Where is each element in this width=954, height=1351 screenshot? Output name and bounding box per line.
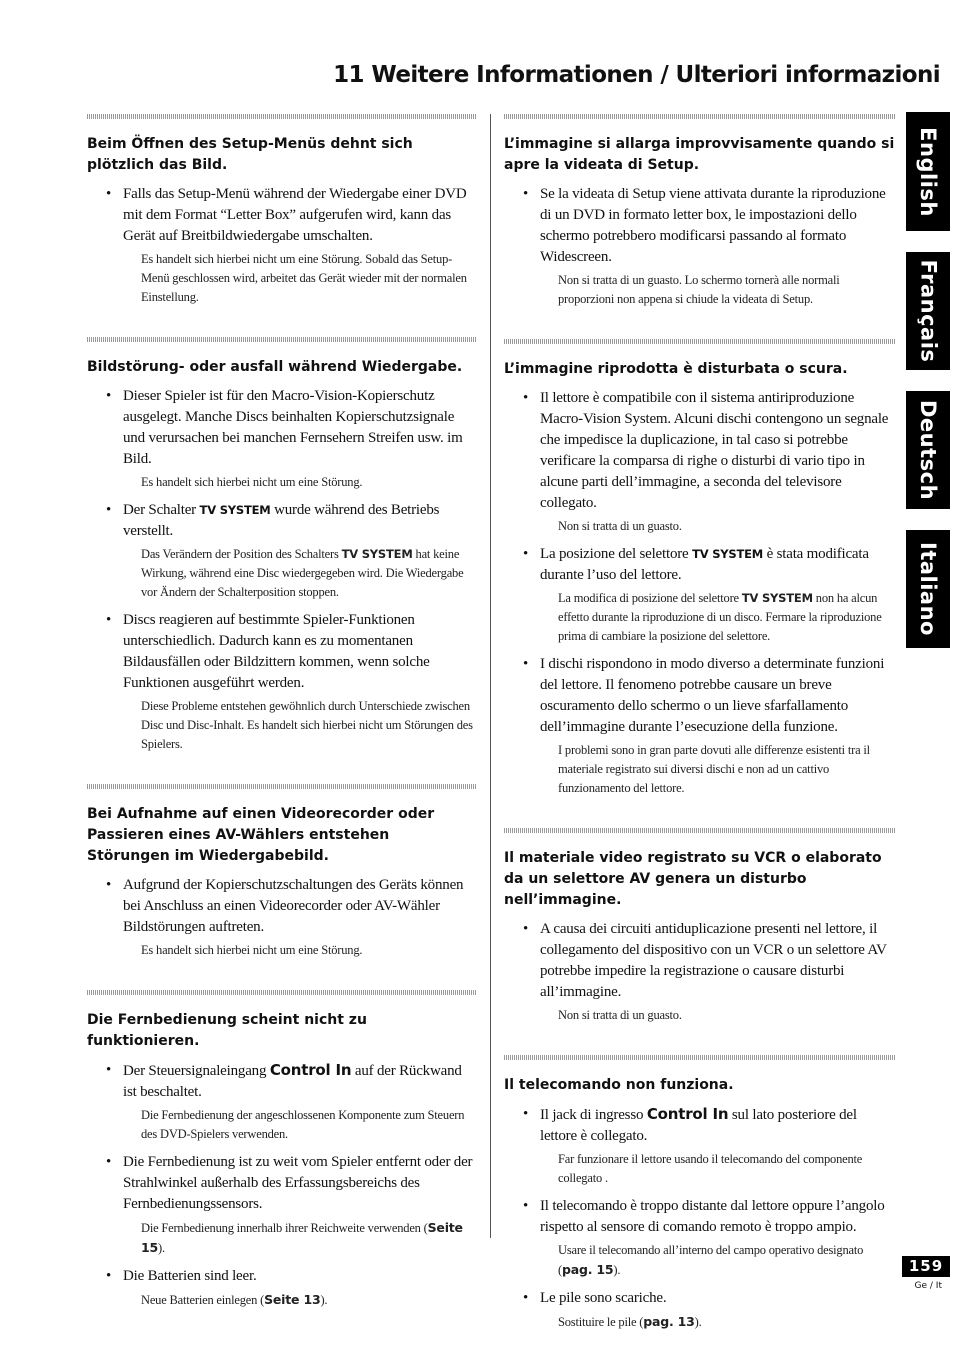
bullet-icon: • [106,1268,112,1284]
text-fragment: Der Schalter [123,502,196,518]
item-text: Falls das Setup-Menü während der Wiedergabe einer DVD mit dem Format “Letter Box” aufgerufen wird, kann das Gerät auf Breitbildwiedergabe umschalten. [123,186,467,244]
section-vcr-recording-de [87,784,476,960]
bullet-icon: • [523,1198,529,1214]
item-text: Il lettore è compatibile con il sistema antiriproduzione Macro-Vision System. Alcuni dischi contengono un segnale che impedisce la duplicazione, in tal caso si potrebbe verificare la comparsa di righe o disturbi di vario tipo in alcune parti dell’immagine, a seconda del televisore collegato. [540,390,889,511]
section-title: Il materiale video registrato su VCR o elaborato da un selettore AV genera un disturbo nell’immagine. [504,850,882,908]
text-fragment: ). [613,1263,621,1277]
text-fragment: Neue Batterien einlegen ( [141,1293,265,1307]
section-separator [504,339,896,344]
section-separator [504,1055,896,1060]
list-item [87,1060,476,1144]
german-column [87,114,476,1318]
text-fragment: La posizione del selettore [540,546,689,562]
item-note: Es handelt sich hierbei nicht um eine Störung. [141,475,363,489]
item-text: Discs reagieren auf bestimmte Spieler-Funktionen unterschiedlich. Dadurch kann es zu momentanen Bildausfällen oder Bildzittern kommen, wenn solche Funktionen ausgeführt werden. [123,612,430,691]
language-tab-deutsch[interactable] [906,391,950,509]
item-text [540,1104,896,1147]
text-fragment: wurde während des Betriebs verstellt. [123,502,440,539]
item-note: Non si tratta di un guasto. [558,519,682,533]
language-tab-label: Français [916,259,941,363]
list-item [504,1104,896,1188]
section-title: Bei Aufnahme auf einen Videorecorder oder Passieren eines AV-Wählers entstehen Störungen im Wiedergabebild. [87,806,435,864]
control-in-label: Control In [269,1061,352,1079]
item-text [123,500,476,542]
section-picture-noise-it [504,339,896,798]
item-text: Dieser Spieler ist für den Macro-Vision-Kopierschutz ausgelegt. Manche Discs beinhalten Kopierschutzsignale und verursachen bei manchen Fernsehern Streifen usw. im Bild. [123,388,463,467]
item-note [558,1241,896,1280]
text-fragment: Die Fernbedienung innerhalb ihrer Reichweite verwenden ( [141,1221,428,1235]
bullet-icon: • [523,390,529,406]
section-title: L’immagine riprodotta è disturbata o scura. [504,361,848,377]
section-remote-control-de [87,990,476,1310]
control-in-label: Control In [646,1105,729,1123]
language-code: Ge / It [914,1281,942,1291]
section-title: Il telecomando non funziona. [504,1077,734,1093]
language-tab-label: English [916,126,940,217]
item-text: A causa dei circuiti antiduplicazione presenti nel lettore, il collegamento del dispositivo con un VCR o un selettore AV potrebbe impedire la registrazione o causare disturbi all’immagine. [540,921,887,1000]
list-item [504,654,896,798]
item-text: Se la videata di Setup viene attivata durante la riproduzione di un DVD in formato letter box, le impostazioni dello schermo potrebbero modificarsi passando al formato Widescreen. [540,186,886,265]
item-note [558,1312,896,1332]
item-note: Non si tratta di un guasto. Lo schermo tornerà alle normali proporzioni non appena si chiude la videata di Setup. [558,273,840,306]
section-title: L’immagine si allarga improvvisamente quando si apre la videata di Setup. [504,136,895,173]
list-item [87,184,476,307]
item-text: Die Batterien sind leer. [123,1268,257,1284]
text-fragment: ). [320,1293,328,1307]
bullet-icon: • [106,1062,112,1078]
text-fragment: Sostituire le pile ( [558,1315,644,1329]
item-note: Diese Probleme entstehen gewöhnlich durch Unterschiede zwischen Disc und Disc-Inhalt. Es handelt sich hierbei nicht um Störungen des Spielers. [141,699,473,751]
bullet-icon: • [523,546,529,562]
item-text: Aufgrund der Kopierschutzschaltungen des Geräts können bei Anschluss an einen Videorecorder oder AV-Wähler Bildstörungen auftreten. [123,877,464,935]
bullet-icon: • [106,502,112,518]
item-note: Es handelt sich hierbei nicht um eine Störung. Sobald das Setup-Menü geschlossen wird, arbeitet das Gerät wieder mit der normalen Einstellung. [141,252,467,304]
text-fragment: La modifica di posizione del selettore [558,591,739,605]
bullet-icon: • [523,921,529,937]
tv-system-switch-label: TV SYSTEM [692,547,764,561]
page-number: 159 [902,1256,950,1277]
section-separator [87,114,476,119]
page-reference: Seite 15 [141,1220,463,1255]
item-note: Die Fernbedienung der angeschlossenen Komponente zum Steuern des DVD-Spielers verwenden. [141,1108,465,1141]
bullet-icon: • [523,1290,529,1306]
list-item [87,500,476,602]
bullet-icon: • [106,1154,112,1170]
item-text: Le pile sono scariche. [540,1290,667,1306]
bullet-icon: • [523,186,529,202]
list-item [87,610,476,754]
bullet-icon: • [523,656,529,672]
item-text: I dischi rispondono in modo diverso a determinate funzioni del lettore. Il fenomeno potrebbe causare un breve oscuramento dello schermo o un lieve sfarfallamento dell’immagine durante l’esecuzione della funzione. [540,656,885,735]
text-fragment: non ha alcun effetto durante la riproduzione di un disco. Fermare la riproduzione prima di cambiare la posizione del selettore. [558,591,882,643]
text-fragment: sul lato posteriore del lettore è collegato. [540,1107,857,1144]
item-text: Die Fernbedienung ist zu weit vom Spieler entfernt oder der Strahlwinkel außerhalb des Erfassungsbereichs des Fernbedienungssensors. [123,1154,473,1212]
page-reference: pag. 13 [643,1314,695,1329]
item-note: Non si tratta di un guasto. [558,1008,682,1022]
bullet-icon: • [523,1106,529,1122]
list-item [87,386,476,492]
section-title: Bildstörung- oder ausfall während Wiedergabe. [87,359,463,375]
list-item [504,1196,896,1280]
section-setup-menu-de [87,114,476,307]
page-reference: Seite 13 [264,1292,321,1307]
item-note: Es handelt sich hierbei nicht um eine Störung. [141,943,363,957]
list-item [504,1288,896,1332]
section-vcr-recording-it [504,828,896,1025]
item-note: Far funzionare il lettore usando il telecomando del componente collegato . [558,1152,863,1185]
item-note: I problemi sono in gran parte dovuti alle differenze esistenti tra il materiale registrato sui diversi dischi e non ad un cattivo funzionamento del lettore. [558,743,870,795]
bullet-icon: • [106,186,112,202]
section-title: Beim Öffnen des Setup-Menüs dehnt sich plötzlich das Bild. [87,136,413,173]
item-note [141,1218,476,1258]
text-fragment: hat keine Wirkung, während eine Disc wiedergegeben wird. Die Wiedergabe vor Ändern der Schalterposition stoppen. [141,547,464,599]
page-reference: pag. 15 [561,1262,614,1277]
tv-system-switch-label: TV SYSTEM [741,591,813,605]
item-note [141,1290,476,1310]
section-setup-menu-it [504,114,896,309]
list-item [87,875,476,960]
text-fragment: auf der Rückwand ist beschaltet. [123,1063,462,1100]
section-separator [87,990,476,995]
list-item [504,184,896,309]
text-fragment: ). [694,1315,702,1329]
text-fragment: Das Verändern der Position des Schalters [141,547,339,561]
tv-system-switch-label: TV SYSTEM [341,547,413,561]
language-tab-label: Deutsch [916,399,940,501]
tv-system-switch-label: TV SYSTEM [199,503,271,517]
item-text: Il telecomando è troppo distante dal lettore oppure l’angolo rispetto al sensore di comando remoto è troppo ampio. [540,1198,885,1235]
text-fragment: Usare il telecomando all’interno del campo operativo designato ( [558,1243,864,1277]
section-picture-noise-de [87,337,476,754]
section-title: Die Fernbedienung scheint nicht zu funktionieren. [87,1012,367,1049]
page-title: 11 Weitere Informationen / Ulteriori informazioni [333,62,940,88]
text-fragment: è stata modificata durante l’uso del lettore. [540,546,869,583]
section-separator [87,337,476,342]
column-divider [490,114,491,1238]
bullet-icon: • [106,612,112,628]
language-tab-francais[interactable] [906,252,950,370]
bullet-icon: • [106,388,112,404]
item-text [123,1060,476,1103]
item-note [558,589,896,646]
text-fragment: Il jack di ingresso [540,1107,644,1123]
section-separator [87,784,476,789]
list-item [87,1266,476,1310]
language-tab-italiano[interactable] [906,530,950,648]
list-item [504,919,896,1025]
item-text [540,544,896,586]
section-separator [504,828,896,833]
italian-column [504,114,896,1340]
section-separator [504,114,896,119]
language-tab-english[interactable] [906,112,950,231]
text-fragment: ). [158,1241,165,1255]
list-item [504,544,896,646]
list-item [504,388,896,536]
list-item [87,1152,476,1258]
text-fragment: Der Steuersignaleingang [123,1063,267,1079]
item-note [141,545,476,602]
language-tab-label: Italiano [916,542,940,636]
section-remote-control-it [504,1055,896,1332]
bullet-icon: • [106,877,112,893]
